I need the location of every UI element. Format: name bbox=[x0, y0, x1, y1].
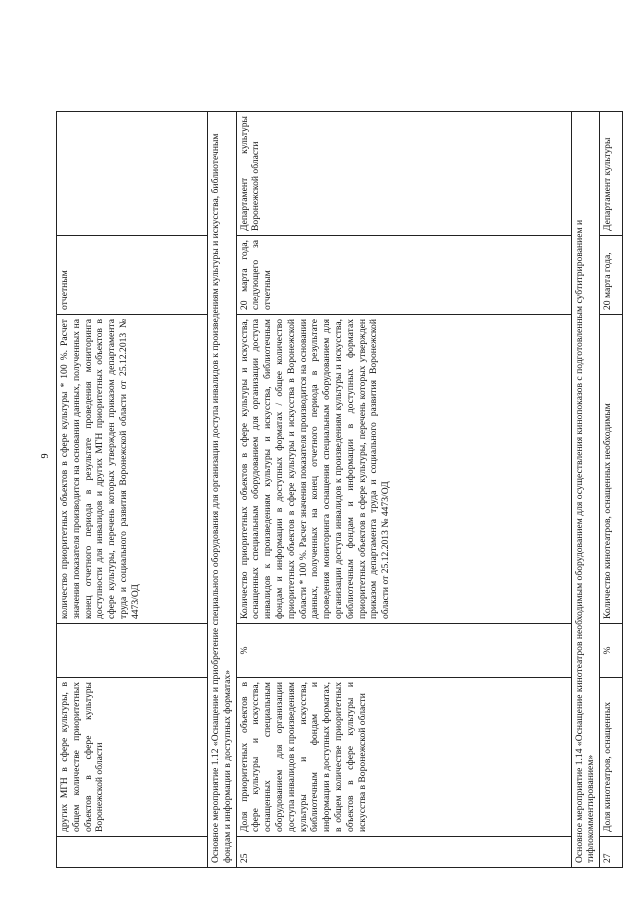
rotated-document-page bbox=[40, 68, 614, 868]
cell-unit bbox=[57, 624, 208, 678]
cell-responsible bbox=[57, 112, 208, 236]
table-row bbox=[57, 112, 208, 868]
section-title-1-14: Основное мероприятие 1.14 «Оснащение кинотеатров необходимым оборудованием для осуществления кинопоказов с подготовленным субтитрированием и тифлокомментированием» bbox=[571, 112, 600, 868]
section-row bbox=[571, 112, 600, 868]
section-title-1-12: Основное мероприятие 1.12 «Оснащение и приобретение специального оборудования для организации доступа инвалидов к произведениям культуры и искусства, библиотечным фондам и информации в доступных форматах» bbox=[208, 112, 237, 868]
cell-indicator: Доля приоритетных объектов в сфере культуры и искусства, оснащенных специальным оборудованием для организации доступа инвалидов к произведениям культуры и искусства, библиотечным фондам и информации в доступных форматах, в общем количестве приоритетных объектов в сфере культуры и искусства в Воронежской области bbox=[236, 678, 571, 837]
cell-indicator: других МГН в сфере культуры, в общем количестве приоритетных объектов в сфере культуры Воронежской области bbox=[57, 678, 208, 837]
cell-method: Количество кинотеатров, оснащенных необходимым bbox=[600, 315, 623, 624]
cell-method: Количество приоритетных объектов в сфере культуры и искусства, оснащенных специальным оборудованием для организации доступа инвалидов к произведениям культуры и искусства, библиотечным фондам и информации в доступных форматах / общее количество приоритетных объектов в сфере культуры и искусства в Воронежской области * 100 %. Расчет значения показателя производится на основании данных, полученных на конец отчетного периода в результате проведения мониторинга оснащения специальным оборудованием для организации доступа инвалидов к произведениям культуры и искусства, библиотечным фондам и информации в доступных форматах приоритетных объектов в сфере культуры, перечень которых утвержден приказом департамента труда и социального развития Воронежской области от 25.12.2013 № 4473/ОД bbox=[236, 315, 571, 624]
cell-num: 27 bbox=[600, 837, 623, 868]
cell-indicator: Доля кинотеатров, оснащенных bbox=[600, 678, 623, 837]
page-number: 9 bbox=[40, 453, 51, 459]
table-row bbox=[236, 112, 571, 868]
cell-method: количество приоритетных объектов в сфере культуры * 100 %. Расчет значения показателя производится на основании данных, полученных на конец отчетного периода в результате проведения мониторинга доступности для инвалидов и других МГН приоритетных объектов в сфере культуры, перечень которых утвержден приказом департамента труда и социального развития Воронежской области от 25.12.2013 № 4473/ОД bbox=[57, 315, 208, 624]
cell-deadline: 20 марта года, следующего за отчетным bbox=[236, 236, 571, 315]
cell-deadline: отчетным bbox=[57, 236, 208, 315]
cell-deadline: 20 марта года, bbox=[600, 236, 623, 315]
cell-num bbox=[57, 837, 208, 868]
cell-unit: % bbox=[600, 624, 623, 678]
section-row bbox=[208, 112, 237, 868]
cell-num: 25 bbox=[236, 837, 571, 868]
cell-unit: % bbox=[236, 624, 571, 678]
cell-responsible: Департамент культуры bbox=[600, 112, 623, 236]
cell-responsible: Департамент культуры Воронежской области bbox=[236, 112, 571, 236]
indicators-table bbox=[56, 111, 623, 868]
table-row bbox=[600, 112, 623, 868]
